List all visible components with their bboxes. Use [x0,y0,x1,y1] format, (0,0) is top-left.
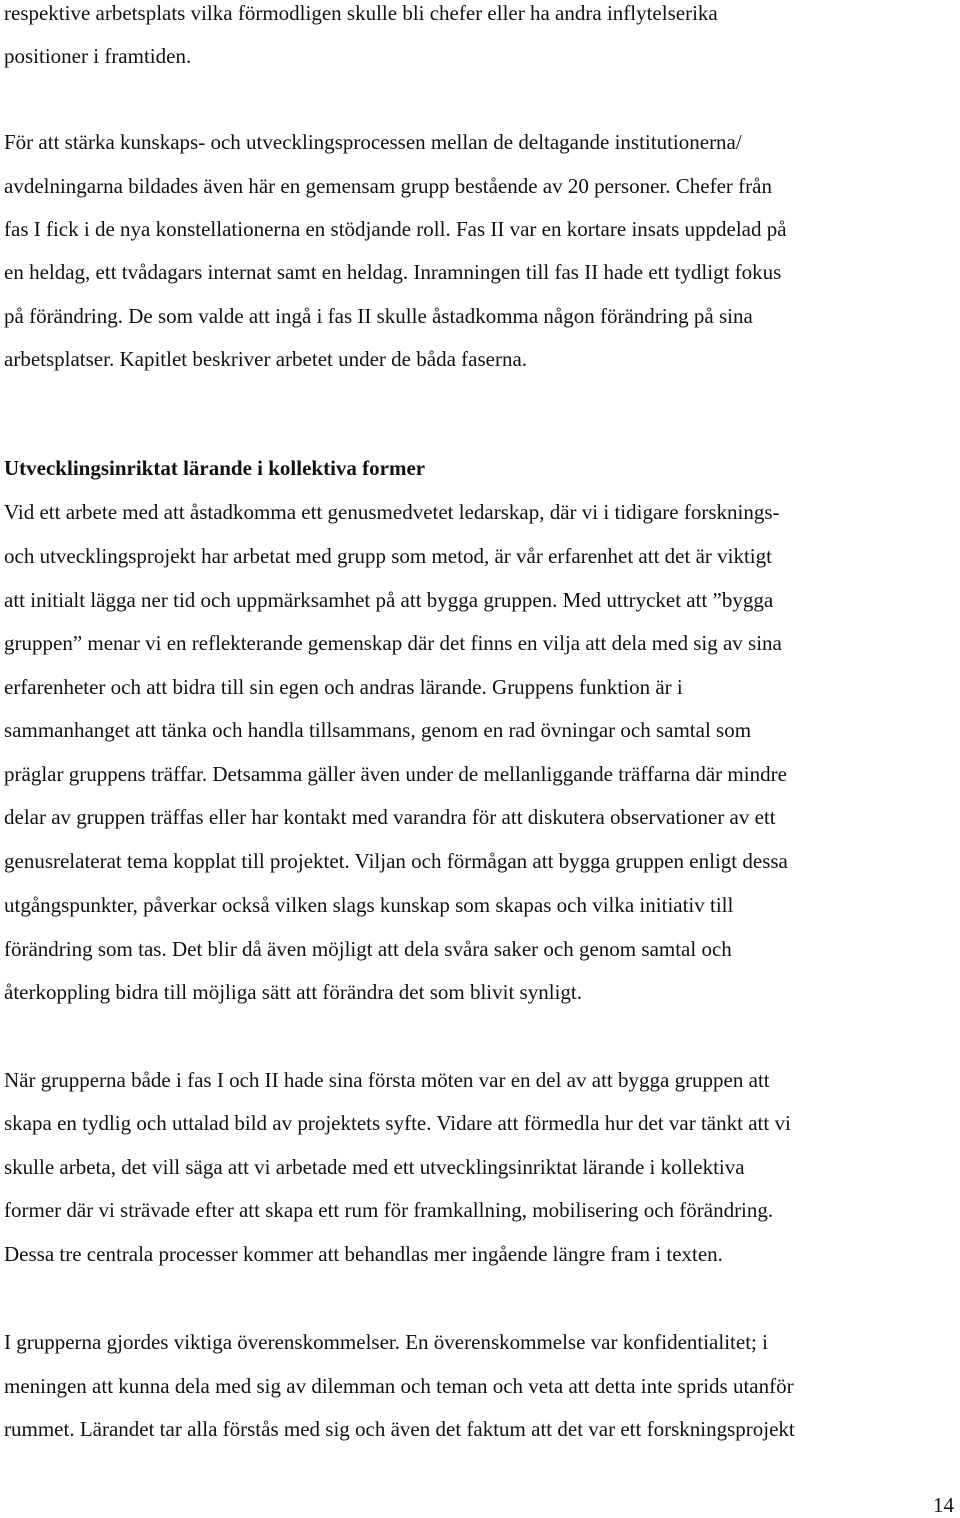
paragraph-3-line-12: återkoppling bidra till möjliga sätt att förändra det som blivit synligt. [4,980,582,1004]
paragraph-2-line-2: avdelningarna bildades även här en gemensam grupp bestående av 20 personer. Chefer från [4,174,772,198]
paragraph-3-line-9: genusrelaterat tema kopplat till projektet. Viljan och förmågan att bygga gruppen enligt dessa [4,849,788,873]
paragraph-2-line-6: arbetsplatser. Kapitlet beskriver arbetet under de båda faserna. [4,347,528,371]
paragraph-3-line-4: gruppen” menar vi en reflekterande gemenskap där det finns en vilja att dela med sig av sina [4,631,782,655]
paragraph-4-line-1: När grupperna både i fas I och II hade sina första möten var en del av att bygga gruppen att [4,1068,770,1092]
paragraph-2-line-5: på förändring. De som valde att ingå i fas II skulle åstadkomma någon förändring på sina [4,304,753,328]
paragraph-5-line-3: rummet. Lärandet tar alla förstås med sig och även det faktum att det var ett forskningsprojekt [4,1417,795,1441]
paragraph-3-line-3: att initialt lägga ner tid och uppmärksamhet på att bygga gruppen. Med uttrycket att ”bygga [4,588,774,612]
paragraph-3-line-8: delar av gruppen träffas eller har kontakt med varandra för att diskutera observationer av ett [4,805,776,829]
paragraph-2-line-3: fas I fick i de nya konstellationerna en stödjande roll. Fas II var en kortare insats uppdelad på [4,217,787,241]
paragraph-5-line-2: meningen att kunna dela med sig av dilemman och teman och veta att detta inte sprids utanför [4,1374,794,1398]
paragraph-3-line-1: Vid ett arbete med att åstadkomma ett genusmedvetet ledarskap, där vi i tidigare forsknings- [4,500,780,524]
paragraph-3-line-6: sammanhanget att tänka och handla tillsammans, genom en rad övningar och samtal som [4,718,752,742]
paragraph-4-line-5: Dessa tre centrala processer kommer att behandlas mer ingående längre fram i texten. [4,1242,723,1266]
paragraph-3-line-11: förändring som tas. Det blir då även möjligt att dela svåra saker och genom samtal och [4,937,732,961]
paragraph-3-line-2: och utvecklingsprojekt har arbetat med grupp som metod, är vår erfarenhet att det är viktigt [4,544,772,568]
paragraph-4-line-4: former där vi strävade efter att skapa ett rum för framkallning, mobilisering och förändring. [4,1198,774,1222]
paragraph-5-line-1: I grupperna gjordes viktiga överenskommelser. En överenskommelse var konfidentialitet; i [4,1330,768,1354]
paragraph-4-line-3: skulle arbeta, det vill säga att vi arbetade med ett utvecklingsinriktat lärande i kollektiva [4,1155,745,1179]
page-number: 14 [933,1493,954,1517]
paragraph-3-line-5: erfarenheter och att bidra till sin egen och andras lärande. Gruppens funktion är i [4,675,683,699]
paragraph-1-line-1: respektive arbetsplats vilka förmodligen skulle bli chefer eller ha andra inflytelserika [4,1,718,25]
paragraph-3-line-10: utgångspunkter, påverkar också vilken slags kunskap som skapas och vilka initiativ till [4,893,734,917]
paragraph-4-line-2: skapa en tydlig och uttalad bild av projektets syfte. Vidare att förmedla hur det var tänkt att vi [4,1111,791,1135]
paragraph-3-line-7: präglar gruppens träffar. Detsamma gäller även under de mellanliggande träffarna där mindre [4,762,787,786]
paragraph-2-line-4: en heldag, ett tvådagars internat samt en heldag. Inramningen till fas II hade ett tydligt fokus [4,260,782,284]
paragraph-1-line-2: positioner i framtiden. [4,44,192,68]
section-heading: Utvecklingsinriktat lärande i kollektiva former [4,456,426,480]
paragraph-2-line-1: För att stärka kunskaps- och utvecklingsprocessen mellan de deltagande institutionerna/ [4,130,742,154]
